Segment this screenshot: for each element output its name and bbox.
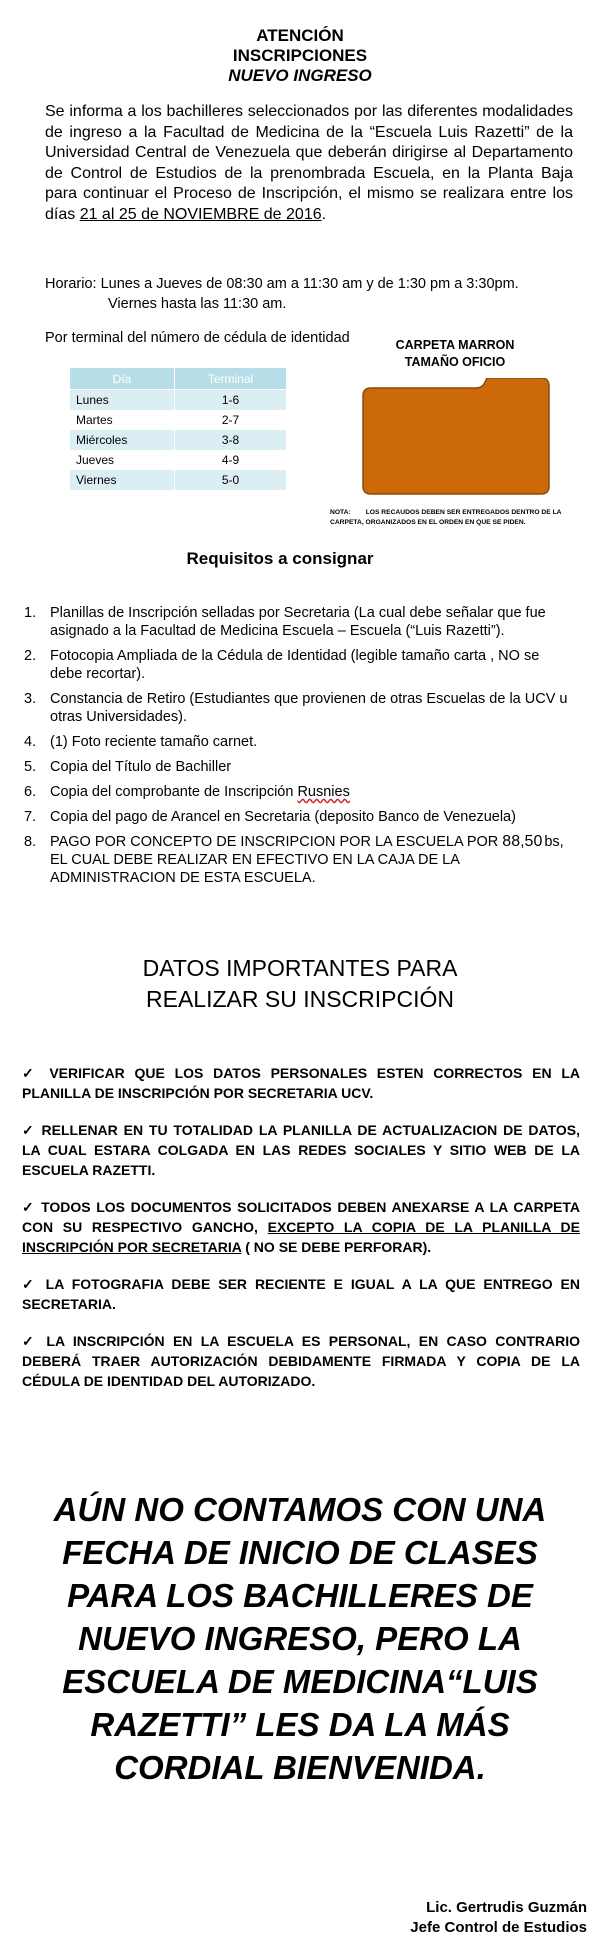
item-text: TODOS LOS DOCUMENTOS SOLICITADOS DEBEN ANEXARSE A LA CARPETA CON SU RESPECTIVO GANCHO, — [22, 1199, 580, 1235]
check-icon: ✓ — [22, 1199, 36, 1215]
header — [0, 26, 600, 86]
list-item — [24, 647, 574, 683]
item-text-rest: , EL CUAL DEBE REALIZAR EN EFECTIVO EN LA CAJA DE LA ADMINISTRACION DE ESTA ESCUELA. — [50, 834, 564, 886]
check-icon: ✓ — [22, 1122, 36, 1138]
list-item — [22, 1274, 580, 1314]
folder-icon — [355, 378, 555, 498]
row-terminal: 2-7 — [175, 410, 287, 430]
signature-name: Lic. Gertrudis Guzmán — [426, 1899, 587, 1916]
signature — [300, 1898, 587, 1938]
list-item — [22, 1197, 580, 1257]
item-text: (1) Foto reciente tamaño carnet. — [50, 734, 258, 750]
header-terminal: Terminal — [175, 368, 287, 390]
row-terminal: 4-9 — [175, 450, 287, 470]
list-item — [24, 808, 574, 826]
table-row — [70, 450, 286, 470]
important-data-title-line-1: DATOS IMPORTANTES PARA — [142, 955, 458, 981]
list-item — [22, 1063, 580, 1103]
list-item — [24, 690, 574, 726]
note-text: LOS RECAUDOS DEBEN SER ENTREGADOS DENTRO DE LA CARPETA, ORGANIZADOS EN EL ORDEN EN QUE SE PIDEN. — [330, 509, 562, 526]
row-day: Viernes — [70, 470, 175, 490]
item-text: Planillas de Inscripción selladas por Secretaria (La cual debe señalar que fue asignado a la Facultad de Medicina Escuela – Escuela (“Luis Razetti”). — [50, 605, 546, 639]
header-attention: ATENCIÓN — [256, 26, 344, 45]
item-text: VERIFICAR QUE LOS DATOS PERSONALES ESTEN CORRECTOS EN LA PLANILLA DE INSCRIPCIÓN POR SECRETARIA UCV. — [22, 1065, 580, 1101]
intro-paragraph — [45, 102, 573, 226]
item-text: LA FOTOGRAFIA DEBE SER RECIENTE E IGUAL A LA QUE ENTREGO EN SECRETARIA. — [22, 1276, 580, 1312]
row-day: Martes — [70, 410, 175, 430]
item-unit: bs — [544, 834, 560, 850]
item-text-underlined: EXCEPTO LA COPIA DE LA PLANILLA DE INSCRIPCIÓN POR SECRETARIA — [22, 1219, 580, 1255]
item-number: 5. — [24, 759, 37, 775]
terminal-table — [70, 368, 286, 490]
item-text: Copia del pago de Arancel en Secretaria (deposito Banco de Venezuela) — [50, 809, 516, 825]
terminal-label: Por terminal del número de cédula de identidad — [45, 330, 350, 346]
item-number: 2. — [24, 648, 37, 664]
folder-label-line-1: CARPETA MARRON — [395, 338, 515, 352]
item-number: 1. — [24, 605, 37, 621]
item-text-rusnies: Rusnies — [297, 784, 350, 800]
header-day: Día — [70, 368, 175, 390]
schedule-line-1: Horario: Lunes a Jueves de 08:30 am a 11:30 am y de 1:30 pm a 3:30pm. — [45, 276, 519, 292]
item-number: 6. — [24, 784, 37, 800]
table-row — [70, 390, 286, 411]
note-label: NOTA: — [330, 509, 351, 516]
signature-role: Jefe Control de Estudios — [410, 1919, 587, 1936]
check-icon: ✓ — [22, 1065, 40, 1081]
row-day: Miércoles — [70, 430, 175, 450]
item-text: Constancia de Retiro (Estudiantes que provienen de otras Escuelas de la UCV u otras Universidades). — [50, 691, 568, 725]
closing-message: AÚN NO CONTAMOS CON UNA FECHA DE INICIO DE CLASES PARA LOS BACHILLERES DE NUEVO INGRESO, PERO LA ESCUELA DE MEDICINA“LUIS RAZETTI” LES DA LA MÁS CORDIAL BIENVENIDA. — [53, 1491, 547, 1786]
table-row — [70, 470, 286, 490]
row-day: Jueves — [70, 450, 175, 470]
row-terminal: 3-8 — [175, 430, 287, 450]
header-nuevo-ingreso: NUEVO INGRESO — [228, 66, 372, 85]
intro-end: . — [321, 205, 327, 223]
item-text: LA INSCRIPCIÓN EN LA ESCUELA ES PERSONAL, EN CASO CONTRARIO DEBERÁ TRAER AUTORIZACIÓN DEBIDAMENTE FIRMADA Y COPIA DE LA CÉDULA DE IDENTIDAD DEL AUTORIZADO. — [22, 1333, 580, 1389]
check-icon: ✓ — [22, 1276, 38, 1292]
item-amount: 88,50 — [502, 833, 543, 850]
list-item — [24, 733, 574, 751]
list-item — [24, 783, 574, 801]
table-row — [70, 410, 286, 430]
requirements-list — [24, 604, 574, 894]
list-item — [22, 1331, 580, 1391]
list-item — [24, 604, 574, 640]
folder-label — [375, 337, 535, 371]
item-text: Copia del Título de Bachiller — [50, 759, 232, 775]
item-number: 8. — [24, 834, 37, 850]
important-data-title-line-2: REALIZAR SU INSCRIPCIÓN — [146, 986, 454, 1012]
important-data-title — [0, 953, 600, 1015]
schedule-line-2: Viernes hasta las 11:30 am. — [108, 296, 287, 312]
intro-dates: 21 al 25 de NOVIEMBRE de 2016 — [79, 205, 322, 223]
terminal-table-header — [70, 368, 286, 390]
item-number: 7. — [24, 809, 37, 825]
item-text: PAGO POR CONCEPTO DE INSCRIPCION POR LA ESCUELA POR — [50, 834, 503, 850]
folder-label-line-2: TAMAÑO OFICIO — [404, 355, 506, 369]
folder-note — [330, 508, 570, 528]
list-item — [24, 833, 574, 887]
intro-text: Se informa a los bachilleres seleccionados por las diferentes modalidades de ingreso a la Facultad de Medicina de la “Escuela Luis Razetti” de la Universidad Central de Venezuela que deberán dirigirse al Departamento de Control de Estudios de la prenombrada Escuela, en la Planta Baja para continuar el Proceso de Inscripción, el mismo se realizara entre los días — [45, 103, 573, 223]
row-day: Lunes — [70, 390, 175, 411]
item-text: Fotocopia Ampliada de la Cédula de Identidad (legible tamaño carta , NO se debe recortar). — [50, 648, 540, 682]
row-terminal: 1-6 — [175, 390, 287, 411]
list-item — [24, 758, 574, 776]
item-text: Copia del comprobante de Inscripción — [50, 784, 298, 800]
table-row — [70, 430, 286, 450]
item-text: RELLENAR EN TU TOTALIDAD LA PLANILLA DE ACTUALIZACION DE DATOS, LA CUAL ESTARA COLGADA EN LAS REDES SOCIALES Y SITIO WEB DE LA ESCUELA RAZETTI. — [22, 1122, 580, 1178]
list-item — [22, 1120, 580, 1180]
check-icon: ✓ — [22, 1333, 39, 1349]
schedule — [45, 274, 585, 314]
item-number: 4. — [24, 734, 37, 750]
row-terminal: 5-0 — [175, 470, 287, 490]
requirements-title: Requisitos a consignar — [186, 549, 374, 568]
important-data-list — [22, 1063, 580, 1408]
item-text-after: ( NO SE DEBE PERFORAR). — [241, 1239, 432, 1255]
header-inscripciones: INSCRIPCIONES — [232, 46, 368, 65]
item-number: 3. — [24, 691, 37, 707]
